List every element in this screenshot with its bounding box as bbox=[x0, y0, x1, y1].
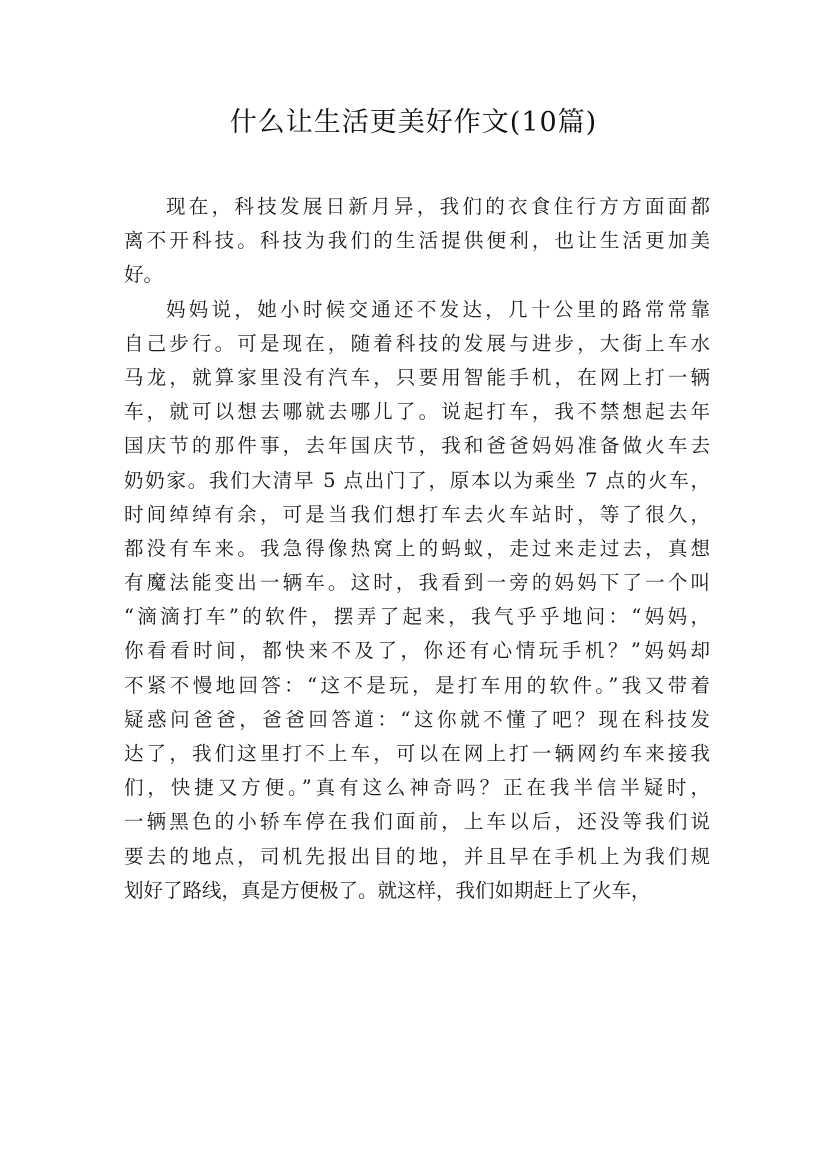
text-line: 都没有车来。我急得像热窝上的蚂蚁，走过来走过去，真想 bbox=[124, 536, 710, 560]
text-line: 一辆黑色的小轿车停在我们面前，上车以后，还没等我们说 bbox=[124, 810, 710, 834]
text-line: 自己步行。可是现在，随着科技的发展与进步，大街上车水 bbox=[124, 331, 710, 355]
document-title: 什么让生活更美好作文(10篇) bbox=[229, 107, 598, 138]
text-line: 离不开科技。科技为我们的生活提供便利，也让生活更加美 bbox=[124, 229, 710, 253]
text-line: 国庆节的那件事，去年国庆节，我和爸爸妈妈准备做火车去 bbox=[124, 434, 710, 458]
text-line: 达了，我们这里打不上车，可以在网上打一辆网约车来接我 bbox=[124, 742, 710, 765]
paragraph-1 bbox=[124, 190, 710, 293]
text-line: 马龙，就算家里没有汽车，只要用智能手机，在网上打一辆 bbox=[124, 365, 710, 389]
text-line: 划好了路线，真是方便极了。就这样，我们如期赶上了火车， bbox=[124, 878, 651, 902]
text-line: 你看看时间，都快来不及了，你还有心情玩手机？”妈妈却 bbox=[124, 639, 710, 663]
document-body bbox=[124, 190, 710, 908]
text-line: 现在，科技发展日新月异，我们的衣食住行方方面面都 bbox=[166, 195, 710, 218]
text-line: 们，快捷又方便。”真有这么神奇吗？正在我半信半疑时， bbox=[124, 776, 710, 800]
text-line: 要去的地点，司机先报出目的地，并且早在手机上为我们规 bbox=[124, 844, 710, 868]
text-line: 好。 bbox=[124, 263, 164, 287]
text-line: 车，就可以想去哪就去哪儿了。说起打车，我不禁想起去年 bbox=[124, 400, 710, 424]
text-line: 奶奶家。我们大清早 5 点出门了，原本以为乘坐 7 点的火车， bbox=[124, 468, 710, 492]
text-line: 妈妈说，她小时候交通还不发达，几十公里的路常常靠 bbox=[166, 297, 710, 321]
paragraph-2 bbox=[124, 293, 710, 908]
text-line: 疑惑问爸爸，爸爸回答道：“这你就不懂了吧？现在科技发 bbox=[124, 707, 710, 731]
text-line: “滴滴打车”的软件，摆弄了起来，我气乎乎地问：“妈妈， bbox=[124, 605, 710, 629]
text-line: 时间绰绰有余，可是当我们想打车去火车站时，等了很久， bbox=[124, 502, 710, 526]
text-line: 有魔法能变出一辆车。这时，我看到一旁的妈妈下了一个叫 bbox=[124, 571, 710, 595]
text-line: 不紧不慢地回答：“这不是玩，是打车用的软件。”我又带着 bbox=[124, 673, 710, 697]
